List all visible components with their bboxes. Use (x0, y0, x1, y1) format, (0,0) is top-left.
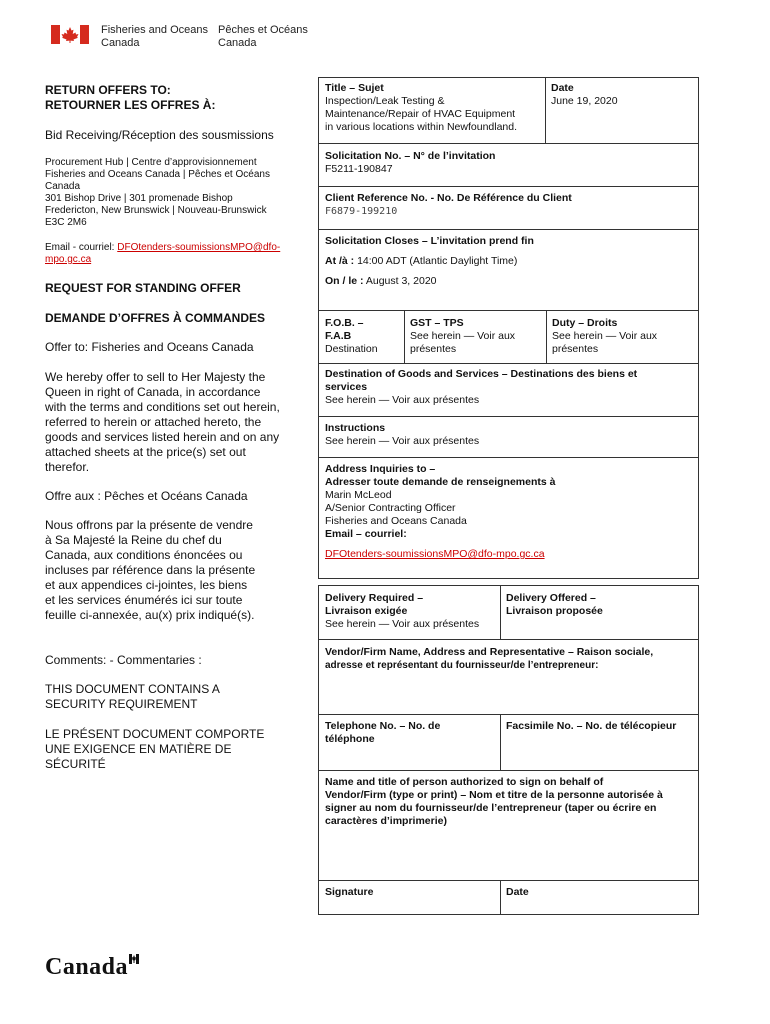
date-cell: Date June 19, 2020 (551, 82, 618, 107)
security-notice-en: THIS DOCUMENT CONTAINS A SECURITY REQUIREMENT (45, 682, 220, 711)
rso-heading-en: REQUEST FOR STANDING OFFER (45, 281, 241, 295)
delivery-offered-cell: Delivery Offered – Livraison proposée (506, 592, 603, 617)
instructions-cell: Instructions See herein — Voir aux présentes (325, 422, 480, 447)
signature-cell[interactable]: Signature (325, 886, 374, 898)
offre-aux: Offre aux : Pêches et Océans Canada (45, 489, 248, 503)
security-notice-fr: LE PRÉSENT DOCUMENT COMPORTE UNE EXIGENCE EN MATIÈRE DE SÉCURITÉ (45, 727, 265, 771)
solicitation-number-cell: Solicitation No. – N° de l’invitation F5211-190847 (325, 150, 496, 175)
return-email (45, 242, 280, 266)
wordmark-flag-icon (129, 954, 139, 964)
gst-cell: GST – TPS See herein — Voir aux présentes (410, 317, 516, 355)
canada-flag-icon (51, 25, 89, 44)
fax-cell[interactable]: Facsimile No. – No. de télécopieur (506, 720, 677, 732)
solicitation-closes-cell: Solicitation Closes – L’invitation prend fin At /à : 14:00 ADT (Atlantic Daylight Time) On / le : August 3, 2020 (325, 235, 534, 287)
offer-text-fr: Nous offrons par la présente de vendre à Sa Majesté la Reine du chef du Canada, aux conditions énoncées ou incluses par référence dans la présente et aux appendices ci-jointes, les biens et les services énumérés ici sur toute feuille ci-annexée, au(x) prix indiqué(s). (45, 518, 256, 622)
bid-receiving-label: Bid Receiving/Réception des sousmissions (45, 128, 274, 142)
duty-cell: Duty – Droits See herein — Voir aux présentes (552, 317, 658, 355)
offer-to: Offer to: Fisheries and Oceans Canada (45, 340, 254, 354)
comments-label: Comments: - Commentaries : (45, 653, 202, 667)
rso-heading-fr: DEMANDE D’OFFRES À COMMANDES (45, 311, 266, 325)
destination-cell: Destination of Goods and Services – Destinations des biens et services See herein — Voir aux présentes (325, 368, 638, 406)
return-email-link[interactable]: DFOtenders-soumissionsMPO@dfo- (117, 242, 281, 253)
authorized-person-cell[interactable]: Name and title of person authorized to sign on behalf of Vendor/Firm (type or print) – Nom et titre de la personne autorisée à signer au nom du fournisseur/de l’entrepreneur (taper ou écrire en caractères d’imprimerie) (325, 776, 663, 827)
offer-text-en: We hereby offer to sell to Her Majesty the Queen in right of Canada, in accordance with the terms and conditions set out herein, referred to herein or attached hereto, the goods and services listed herein and on any attached sheets at the price(s) set out therefor. (45, 370, 280, 474)
fob-cell: F.O.B. – F.A.B Destination (325, 317, 378, 355)
client-reference-cell: Client Reference No. - No. De Référence du Client F6879-199210 (325, 192, 572, 217)
title-cell: Title – Sujet Inspection/Leak Testing & Maintenance/Repair of HVAC Equipment in various locations within Newfoundland. (325, 82, 518, 133)
return-address: Procurement Hub | Centre d’approvisionnement Fisheries and Oceans Canada | Pêches et Océans Canada 301 Bishop Drive | 301 promenade Bishop Fredericton, New Brunswick | Nouveau-Brunswick E3C 2M6 (45, 157, 270, 228)
department-name-fr: Pêches et Océans Canada (218, 24, 308, 49)
telephone-cell[interactable]: Telephone No. – No. de téléphone (325, 720, 441, 745)
signature-date-cell[interactable]: Date (506, 886, 529, 898)
contact-email-link[interactable]: DFOtenders-soumissionsMPO@dfo-mpo.gc.ca (325, 548, 545, 560)
solicitation-info-box (318, 77, 699, 579)
inquiries-cell: Address Inquiries to – Adresser toute demande de renseignements à Marin McLeod A/Senior Contracting Officer Fisheries and Oceans Canada Email – courriel: DFOtenders-soumissionsMPO@dfo-mpo.gc.ca (319, 458, 698, 578)
email-label: Email - courriel: (45, 242, 118, 253)
vendor-name-cell[interactable]: Vendor/Firm Name, Address and Representative – Raison sociale, adresse et représentant du fournisseur/de l’entrepreneur: (325, 646, 654, 671)
vendor-info-box (318, 585, 699, 915)
return-email-link-cont[interactable]: mpo.gc.ca (45, 254, 92, 265)
delivery-required-cell: Delivery Required – Livraison exigée See herein — Voir aux présentes (325, 592, 480, 630)
canada-wordmark: Canada (45, 954, 139, 981)
department-name-en: Fisheries and Oceans Canada (101, 24, 208, 49)
return-offers-heading: RETURN OFFERS TO: RETOURNER LES OFFRES À: (45, 83, 216, 112)
